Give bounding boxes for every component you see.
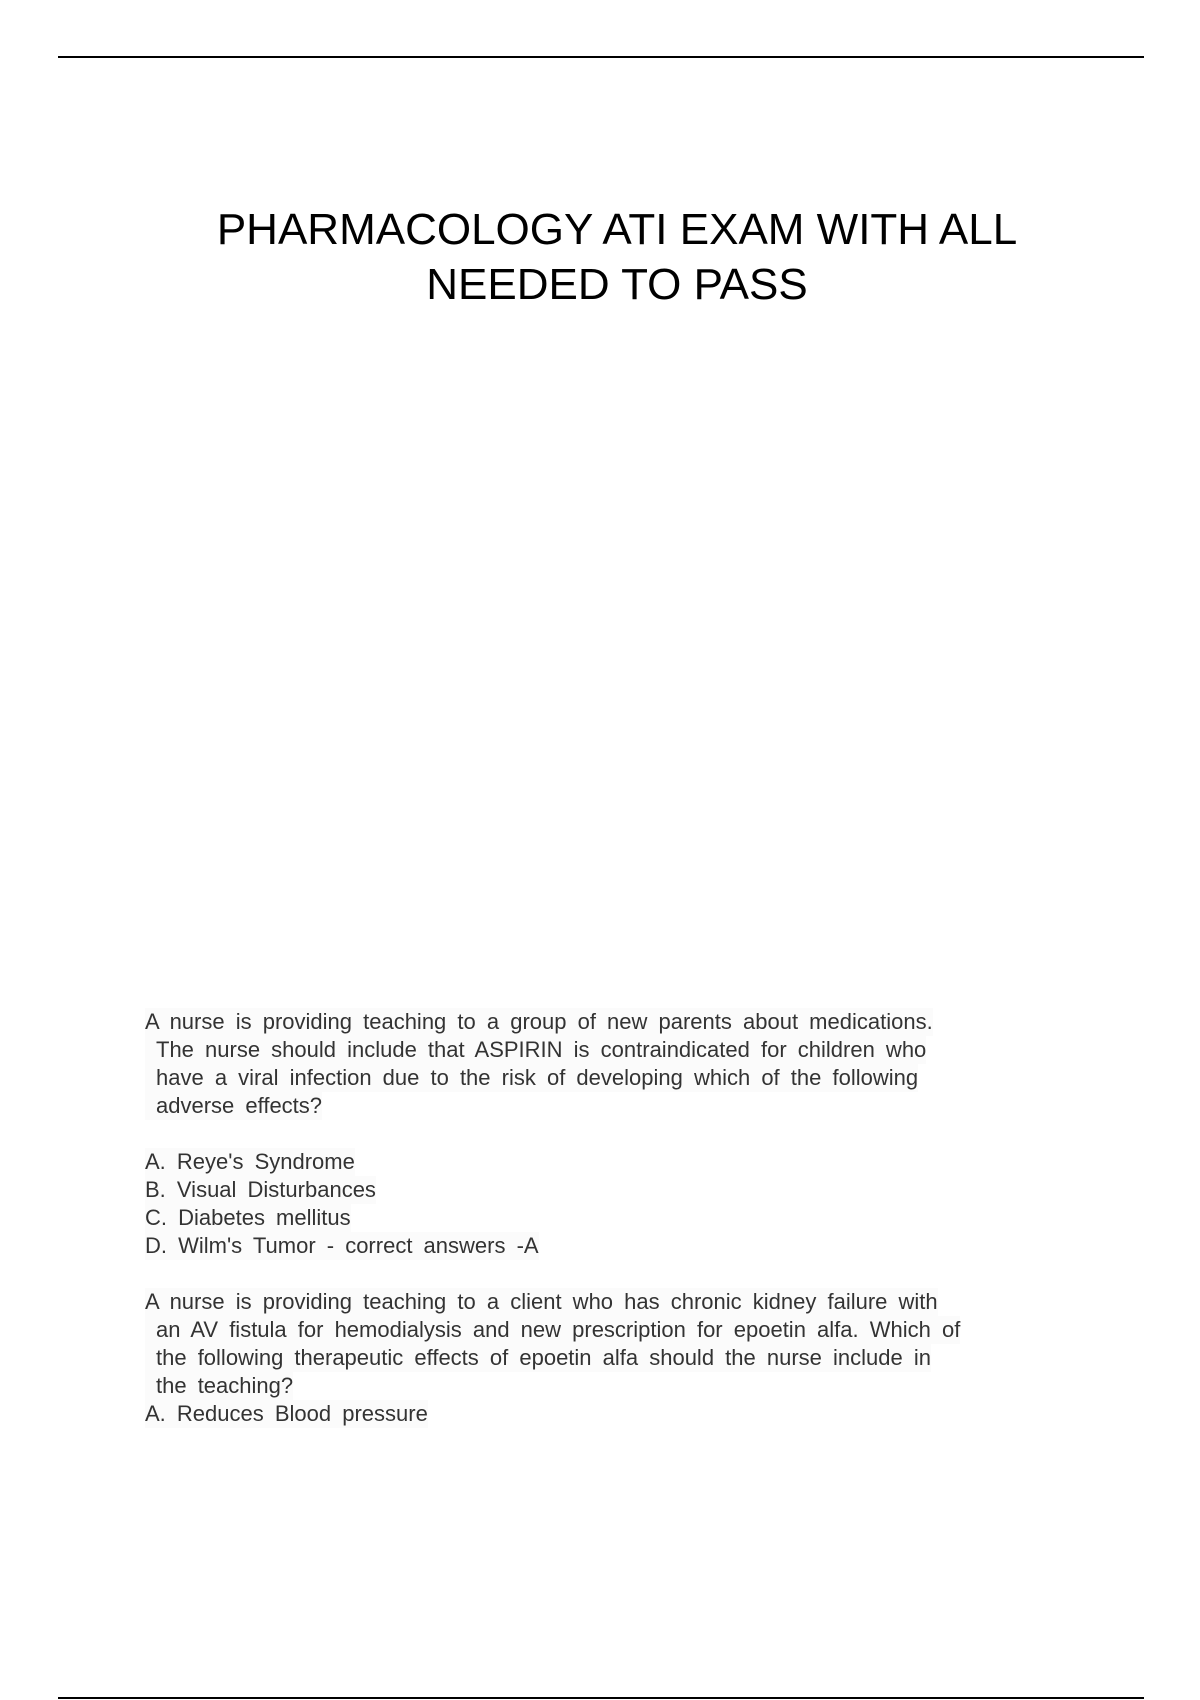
bottom-rule: [58, 1697, 1144, 1699]
question-1-line-3: have a viral infection due to the risk of developing which of the following: [145, 1064, 918, 1092]
top-rule: [58, 56, 1144, 58]
question-1-option-c: C. Diabetes mellitus: [145, 1205, 351, 1230]
title-line-1: PHARMACOLOGY ATI EXAM WITH ALL: [216, 205, 1018, 254]
question-2-line-2: an AV fistula for hemodialysis and new prescription for epoetin alfa. Which of: [145, 1316, 960, 1344]
question-2-option-a: A. Reduces Blood pressure: [145, 1401, 428, 1426]
exam-content: [145, 1008, 1085, 1428]
question-spacer: [145, 1260, 1085, 1288]
question-1-option-b: B. Visual Disturbances: [145, 1177, 376, 1202]
title-line-2: NEEDED TO PASS: [426, 260, 808, 309]
question-2-line-1: A nurse is providing teaching to a client who has chronic kidney failure with: [145, 1289, 938, 1314]
question-2: [145, 1288, 1085, 1428]
question-1-option-a: A. Reye's Syndrome: [145, 1149, 355, 1174]
question-2-line-4: the teaching?: [145, 1372, 293, 1400]
question-2-options: [145, 1400, 1085, 1428]
question-1-option-d: D. Wilm's Tumor - correct answers -A: [145, 1233, 539, 1258]
question-1: [145, 1008, 1085, 1260]
question-1-line-1: A nurse is providing teaching to a group of new parents about medications.: [145, 1009, 933, 1034]
question-1-line-4: adverse effects?: [145, 1092, 322, 1120]
question-2-line-3: the following therapeutic effects of epoetin alfa should the nurse include in: [145, 1344, 931, 1372]
question-1-options: [145, 1148, 1085, 1260]
question-1-line-2: The nurse should include that ASPIRIN is contraindicated for children who: [145, 1036, 926, 1064]
document-title: [0, 202, 1200, 312]
